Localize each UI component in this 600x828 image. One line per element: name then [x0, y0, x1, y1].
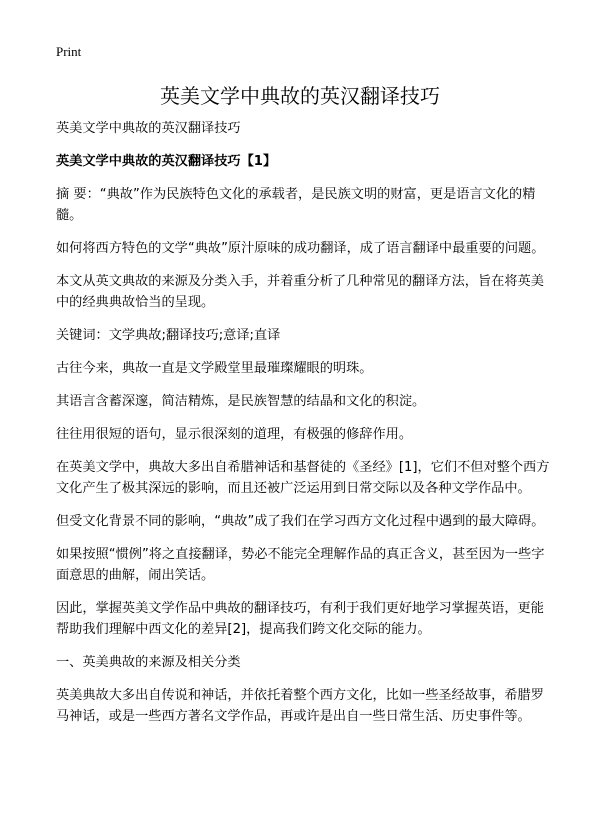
body-paragraph: 本文从英文典故的来源及分类入手，并着重分析了几种常见的翻译方法，旨在将英美中的经典典故恰当的呈现。: [56, 274, 544, 310]
body-paragraph: 往往用很短的语句，显示很深刻的道理，有极强的修辞作用。: [56, 427, 413, 442]
document-title: 英美文学中典故的英汉翻译技巧: [160, 84, 440, 108]
body-paragraph: 如果按照“惯例”将之直接翻译，势必不能完全理解作品的真正含义，甚至因为一些字面意思的曲解，闹出笑话。: [56, 547, 545, 583]
document-body: [56, 118, 552, 739]
section-subheading: 一、英美典故的来源及相关分类: [56, 655, 241, 670]
body-paragraph: 在英美文学中，典故大多出自希腊神话和基督徒的《圣经》[1]，它们不但对整个西方文化产生了极其深远的影响，而且还被广泛运用到日常交际以及各种文学作品中。: [56, 460, 550, 496]
body-paragraph: 如何将西方特色的文学“典故”原汁原味的成功翻译，成了语言翻译中最重要的问题。: [56, 241, 545, 256]
body-paragraph: 其语言含蓄深邃，简洁精炼，是民族智慧的结晶和文化的积淀。: [56, 394, 426, 409]
print-link[interactable]: Print: [56, 44, 82, 59]
section-heading: 英美文学中典故的英汉翻译技巧【1】: [56, 154, 277, 169]
body-paragraph: 古往今来，典故一直是文学殿堂里最璀璨耀眼的明珠。: [56, 361, 373, 376]
keywords-paragraph: 关键词：文学典故;翻译技巧;意译;直译: [56, 328, 281, 343]
body-paragraph: 但受文化背景不同的影响，“典故”成了我们在学习西方文化过程中遇到的最大障碍。: [56, 514, 545, 529]
body-paragraph: 因此，掌握英美文学作品中典故的翻译技巧，有利于我们更好地学习掌握英语，更能帮助我们理解中西文化的差异[2]，提高我们跨文化交际的能力。: [56, 601, 544, 637]
body-paragraph: 英美典故大多出自传说和神话，并依托着整个西方文化，比如一些圣经故事，希腊罗马神话，或是一些西方著名文学作品，再或许是出自一些日常生活、历史事件等。: [56, 688, 544, 724]
abstract-paragraph: 摘 要：“典故”作为民族特色文化的承载者，是民族文明的财富，更是语言文化的精髓。: [56, 187, 536, 223]
subtitle-paragraph: 英美文学中典故的英汉翻译技巧: [56, 121, 241, 136]
